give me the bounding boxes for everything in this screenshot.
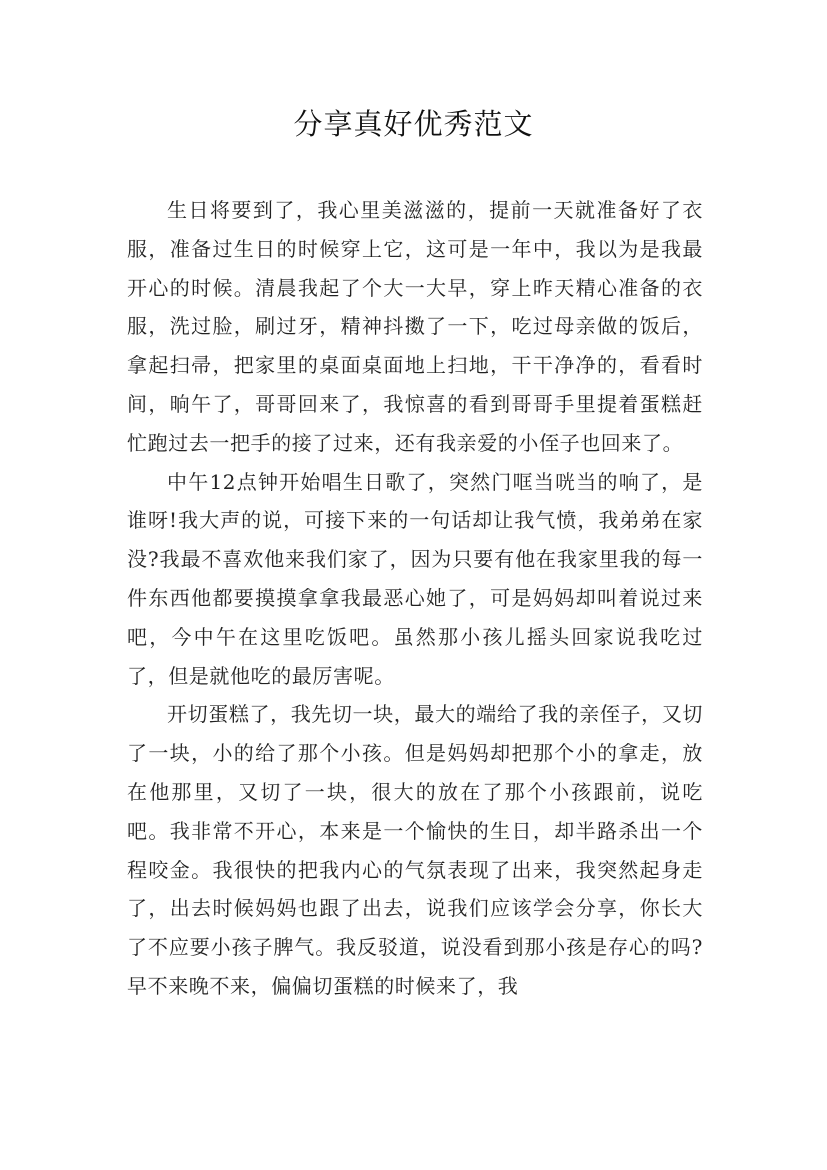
paragraph: 中午12点钟开始唱生日歌了，突然门哐当咣当的响了，是谁呀!我大声的说，可接下来的一句话却让我气愤，我弟弟在家没?我最不喜欢他来我们家了，因为只要有他在我家里我的每一件东西他都要摸摸拿拿我最恶心她了，可是妈妈却叫着说过来吧，今中午在这里吃饭吧。虽然那小孩儿摇头回家说我吃过了，但是就他吃的最厉害呢。 bbox=[127, 469, 703, 688]
paragraph: 生日将要到了，我心里美滋滋的，提前一天就准备好了衣服，准备过生日的时候穿上它，这可是一年中，我以为是我最开心的时候。清晨我起了个大一大早，穿上昨天精心准备的衣服，洗过脸，刷过牙，精神抖擞了一下，吃过母亲做的饭后，拿起扫帚，把家里的桌面桌面地上扫地，干干净净的，看看时间，晌午了，哥哥回来了，我惊喜的看到哥哥手里提着蛋糕赶忙跑过去一把手的接了过来，还有我亲爱的小侄子也回来了。 bbox=[127, 198, 703, 455]
document-title: 分享真好优秀范文 bbox=[293, 107, 534, 141]
paragraph: 开切蛋糕了，我先切一块，最大的端给了我的亲侄子，又切了一块，小的给了那个小孩。但是妈妈却把那个小的拿走，放在他那里，又切了一块，很大的放在了那个小孩跟前，说吃吧。我非常不开心，本来是一个愉快的生日，却半路杀出一个程咬金。我很快的把我内心的气氛表现了出来，我突然起身走了，出去时候妈妈也跟了出去，说我们应该学会分享，你长大了不应要小孩子脾气。我反驳道，说没看到那小孩是存心的吗?早不来晚不来，偏偏切蛋糕的时候来了，我 bbox=[127, 702, 703, 998]
document-body bbox=[127, 191, 703, 1006]
